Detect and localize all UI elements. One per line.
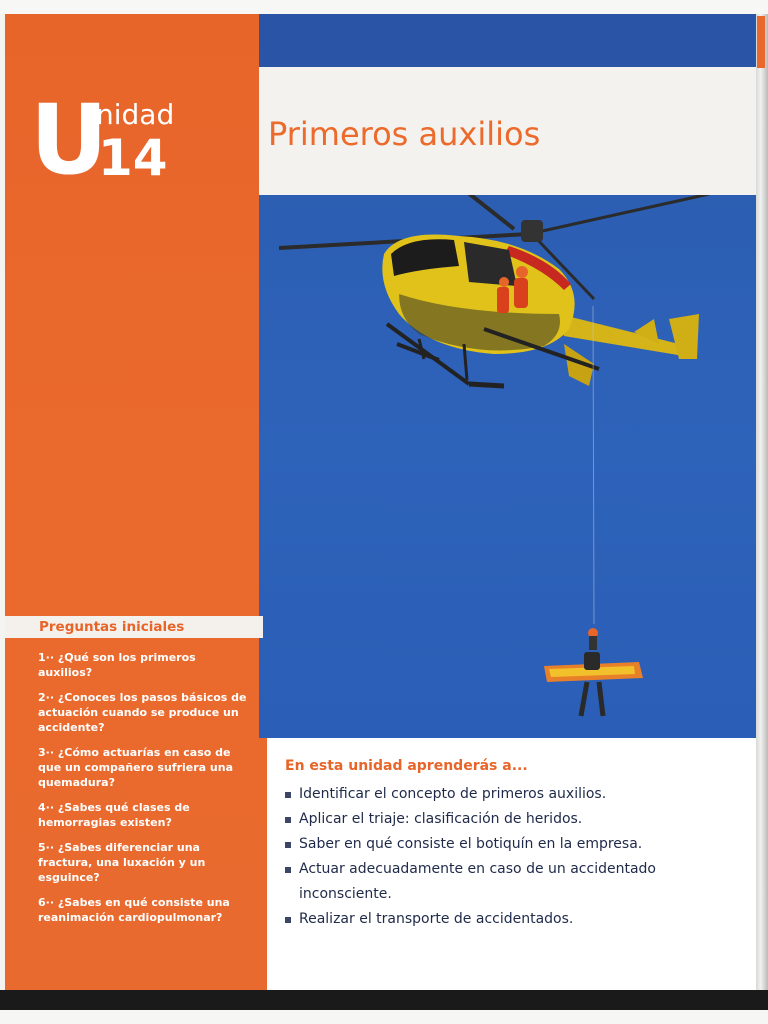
pregunta-text: ¿Cómo actuarías en caso de que un compañero sufriera una quemadura?: [38, 746, 234, 789]
pregunta-text: ¿Qué son los primeros auxilios?: [38, 651, 196, 679]
learning-objectives-heading: En esta unidad aprenderás a...: [285, 758, 528, 774]
pregunta-item: [38, 895, 250, 925]
objective-item-continuation: inconsciente.: [299, 886, 392, 902]
pregunta-text: ¿Conoces los pasos básicos de actuación cuando se produce un accidente?: [38, 691, 247, 734]
preguntas-heading: Preguntas iniciales: [39, 619, 185, 635]
pregunta-item: [38, 800, 250, 830]
pregunta-item: [38, 840, 250, 885]
pregunta-number: 5··: [38, 841, 55, 854]
page-title: Primeros auxilios: [268, 115, 541, 153]
unit-letter: U: [30, 84, 106, 196]
preguntas-list: [38, 650, 250, 935]
preguntas-header-band: [5, 616, 263, 638]
pregunta-number: 4··: [38, 801, 55, 814]
pregunta-text: ¿Sabes qué clases de hemorragias existen?: [38, 801, 190, 829]
unit-word: nidad: [96, 98, 175, 131]
scan-shadow-bottom: [0, 990, 768, 1010]
objective-item: Aplicar el triaje: clasificación de heridos.: [285, 807, 725, 832]
pregunta-number: 2··: [38, 691, 55, 704]
objective-item: Saber en qué consiste el botiquín en la empresa.: [285, 832, 725, 857]
pregunta-text: ¿Sabes en qué consiste una reanimación cardiopulmonar?: [38, 896, 230, 924]
pregunta-item: [38, 745, 250, 790]
pregunta-number: 6··: [38, 896, 55, 909]
pregunta-item: [38, 690, 250, 735]
page-edge: [756, 14, 768, 990]
learning-objectives-list: [285, 782, 725, 932]
pregunta-number: 3··: [38, 746, 55, 759]
objective-item: Identificar el concepto de primeros auxilios.: [285, 782, 725, 807]
scan-margin-top: [0, 0, 768, 14]
unit-number: 14: [98, 129, 168, 187]
pregunta-number: 1··: [38, 651, 55, 664]
objective-item: Realizar el transporte de accidentados.: [285, 907, 725, 932]
pregunta-item: [38, 650, 250, 680]
page-edge-tab: [757, 16, 765, 68]
objective-item: Actuar adecuadamente en caso de un accidentado: [285, 857, 725, 882]
pregunta-text: ¿Sabes diferenciar una fractura, una luxación y un esguince?: [38, 841, 206, 884]
